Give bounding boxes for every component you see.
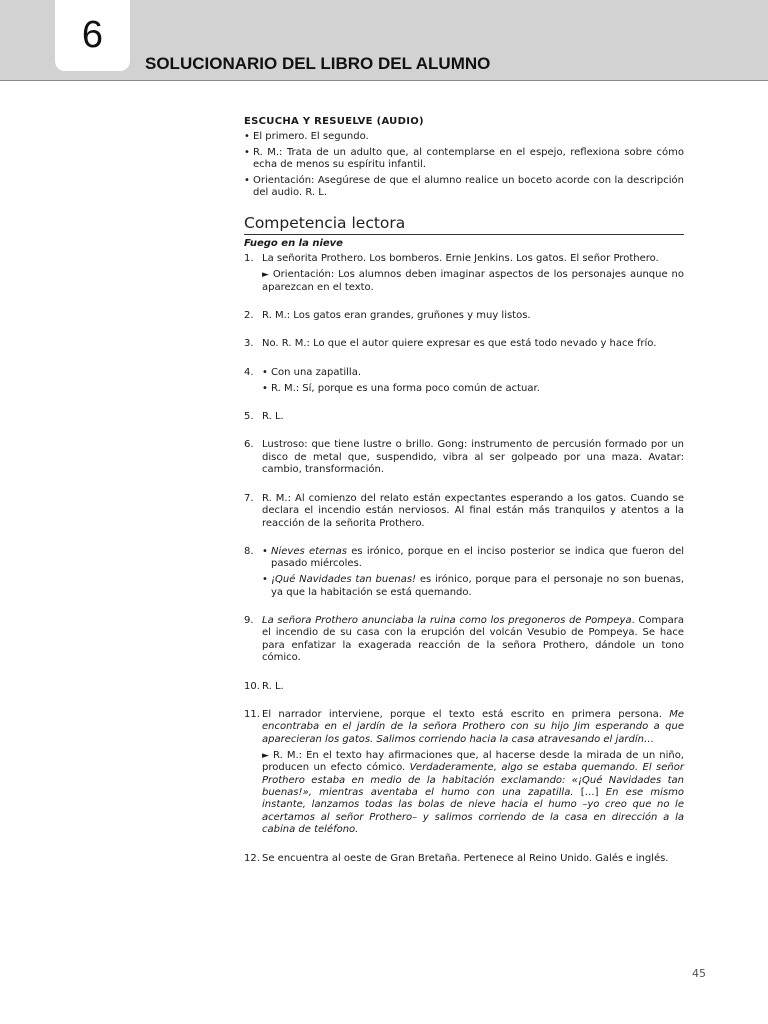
answer-text: es irónico, porque para el personaje no son buenas, ya que la habitación se está quemando. [271, 574, 684, 598]
orientation-note [262, 269, 684, 294]
answer-5 [244, 411, 684, 423]
listen-item: • Orientación: Asegúrese de que el alumno realice un boceto acorde con la descripción del audio. R. L. [244, 175, 684, 200]
answer-text: R. M.: Los gatos eran grandes, gruñones y muy listos. [262, 309, 531, 321]
answer-2 [244, 310, 684, 322]
answer-text: Se encuentra al oeste de Gran Bretaña. Pertenece al Reino Unido. Galés e inglés. [262, 852, 669, 864]
answer-number: 7. [244, 492, 254, 504]
answer-1 [244, 253, 684, 294]
unit-number-tab [55, 0, 130, 71]
ellipsis: […] [573, 787, 606, 798]
answer-bullet [262, 546, 684, 571]
answer-number: 4. [244, 366, 254, 378]
answer-number: 9. [244, 615, 254, 627]
answer-10 [244, 681, 684, 693]
orientation-text: Orientación: Los alumnos deben imaginar aspectos de los personajes aunque no aparezcan en el texto. [262, 269, 684, 293]
answer-11 [244, 709, 684, 837]
answer-7 [244, 493, 684, 530]
answer-number: 1. [244, 253, 254, 265]
section-heading-competencia-lectora: Competencia lectora [244, 214, 684, 235]
answer-6 [244, 439, 684, 476]
main-content [244, 116, 684, 869]
story-title: Fuego en la nieve [244, 237, 343, 249]
answer-number: 11. [244, 709, 260, 721]
answer-number: 10. [244, 680, 260, 692]
answer-bullet: • Con una zapatilla. [262, 367, 684, 379]
orientation-note [262, 750, 684, 837]
quoted-phrase: Nieves eternas [271, 545, 347, 557]
page-header-title: SOLUCIONARIO DEL LIBRO DEL ALUMNO [145, 54, 491, 73]
answer-number: 6. [244, 439, 254, 451]
answer-bullet [262, 574, 684, 599]
quoted-passage: En ese mismo instante, lanzamos todas las bolas de nieve hacia el humo –yo creo que no le acertamos al señor Prothero– y salimos corriendo de la casa en dirección a la cabina de teléfono. [262, 787, 685, 836]
quoted-passage: Verdaderamente, algo se estaba quemando. El señor Prothero estaba en medio de la habitación exclamando: «¡Qué Navidades tan buenas!», mientras aventaba el humo con una zapatilla. [262, 762, 684, 798]
answer-text: La señorita Prothero. Los bomberos. Ernie Jenkins. Los gatos. El señor Prothero. [262, 253, 659, 265]
answer-12 [244, 853, 684, 865]
answer-8 [244, 546, 684, 599]
quoted-phrase: La señora Prothero anunciaba la ruina como los pregoneros de Pompeya [262, 615, 632, 627]
listen-item: • R. M.: Trata de un adulto que, al contemplarse en el espejo, reflexiona sobre cómo echa de menos su espíritu infantil. [244, 147, 684, 172]
answer-text: El narrador interviene, porque el texto está escrito en primera persona. [262, 709, 670, 721]
answer-paragraph [262, 615, 684, 665]
answer-number: 2. [244, 309, 254, 321]
answer-bullet: • R. M.: Sí, porque es una forma poco común de actuar. [262, 383, 684, 395]
answer-number: 5. [244, 411, 254, 423]
unit-number: 6 [81, 14, 104, 56]
answer-number: 8. [244, 545, 254, 557]
answer-9 [244, 615, 684, 665]
answer-number: 3. [244, 338, 254, 350]
answer-text: R. M.: Al comienzo del relato están expectantes esperando a los gatos. Cuando se declara el incendio están nerviosos. Al final están más tranquilos y atentos a la reacción de la señorita Prothero. [262, 492, 684, 529]
listen-section-label: ESCUCHA Y RESUELVE (AUDIO) [244, 116, 424, 127]
answer-3 [244, 338, 684, 350]
listen-item: • El primero. El segundo. [244, 131, 684, 143]
answer-text: Lustroso: que tiene lustre o brillo. Gong: instrumento de percusión formado por un disco de metal que, suspendido, vibra al ser golpeado por una maza. Avatar: cambio, transformación. [262, 439, 684, 476]
answer-text: . Compara el incendio de su casa con la erupción del volcán Vesubio de Pompeya. Se hace para enfatizar la exagerada reacción de la señora Prothero, dándole un tono cómico. [262, 615, 684, 664]
arrow-icon: ► [262, 270, 269, 281]
quoted-phrase: ¡Qué Navidades tan buenas! [271, 574, 417, 586]
quoted-passage: Me encontraba en el jardín de la señora Prothero con su hijo Jim esperando a que aparecieran los gatos. Salimos corriendo hacia la casa atravesando el jardín… [262, 709, 684, 745]
answer-text: R. L. [262, 411, 284, 423]
answer-text: R. L. [262, 680, 284, 692]
answer-paragraph [262, 709, 684, 746]
answer-text: No. R. M.: Lo que el autor quiere expresar es que está todo nevado y hace frío. [262, 338, 657, 350]
answer-4 [244, 367, 684, 395]
answer-number: 12. [244, 852, 260, 864]
note-text: R. M.: En el texto hay afirmaciones que, al hacerse desde la mirada de un niño, producen un efecto cómico. [262, 749, 684, 774]
arrow-icon: ► [262, 750, 269, 761]
answer-text: es irónico, porque en el inciso posterior se indica que fueron del pasado miércoles. [271, 545, 684, 570]
page-number: 45 [692, 967, 706, 980]
